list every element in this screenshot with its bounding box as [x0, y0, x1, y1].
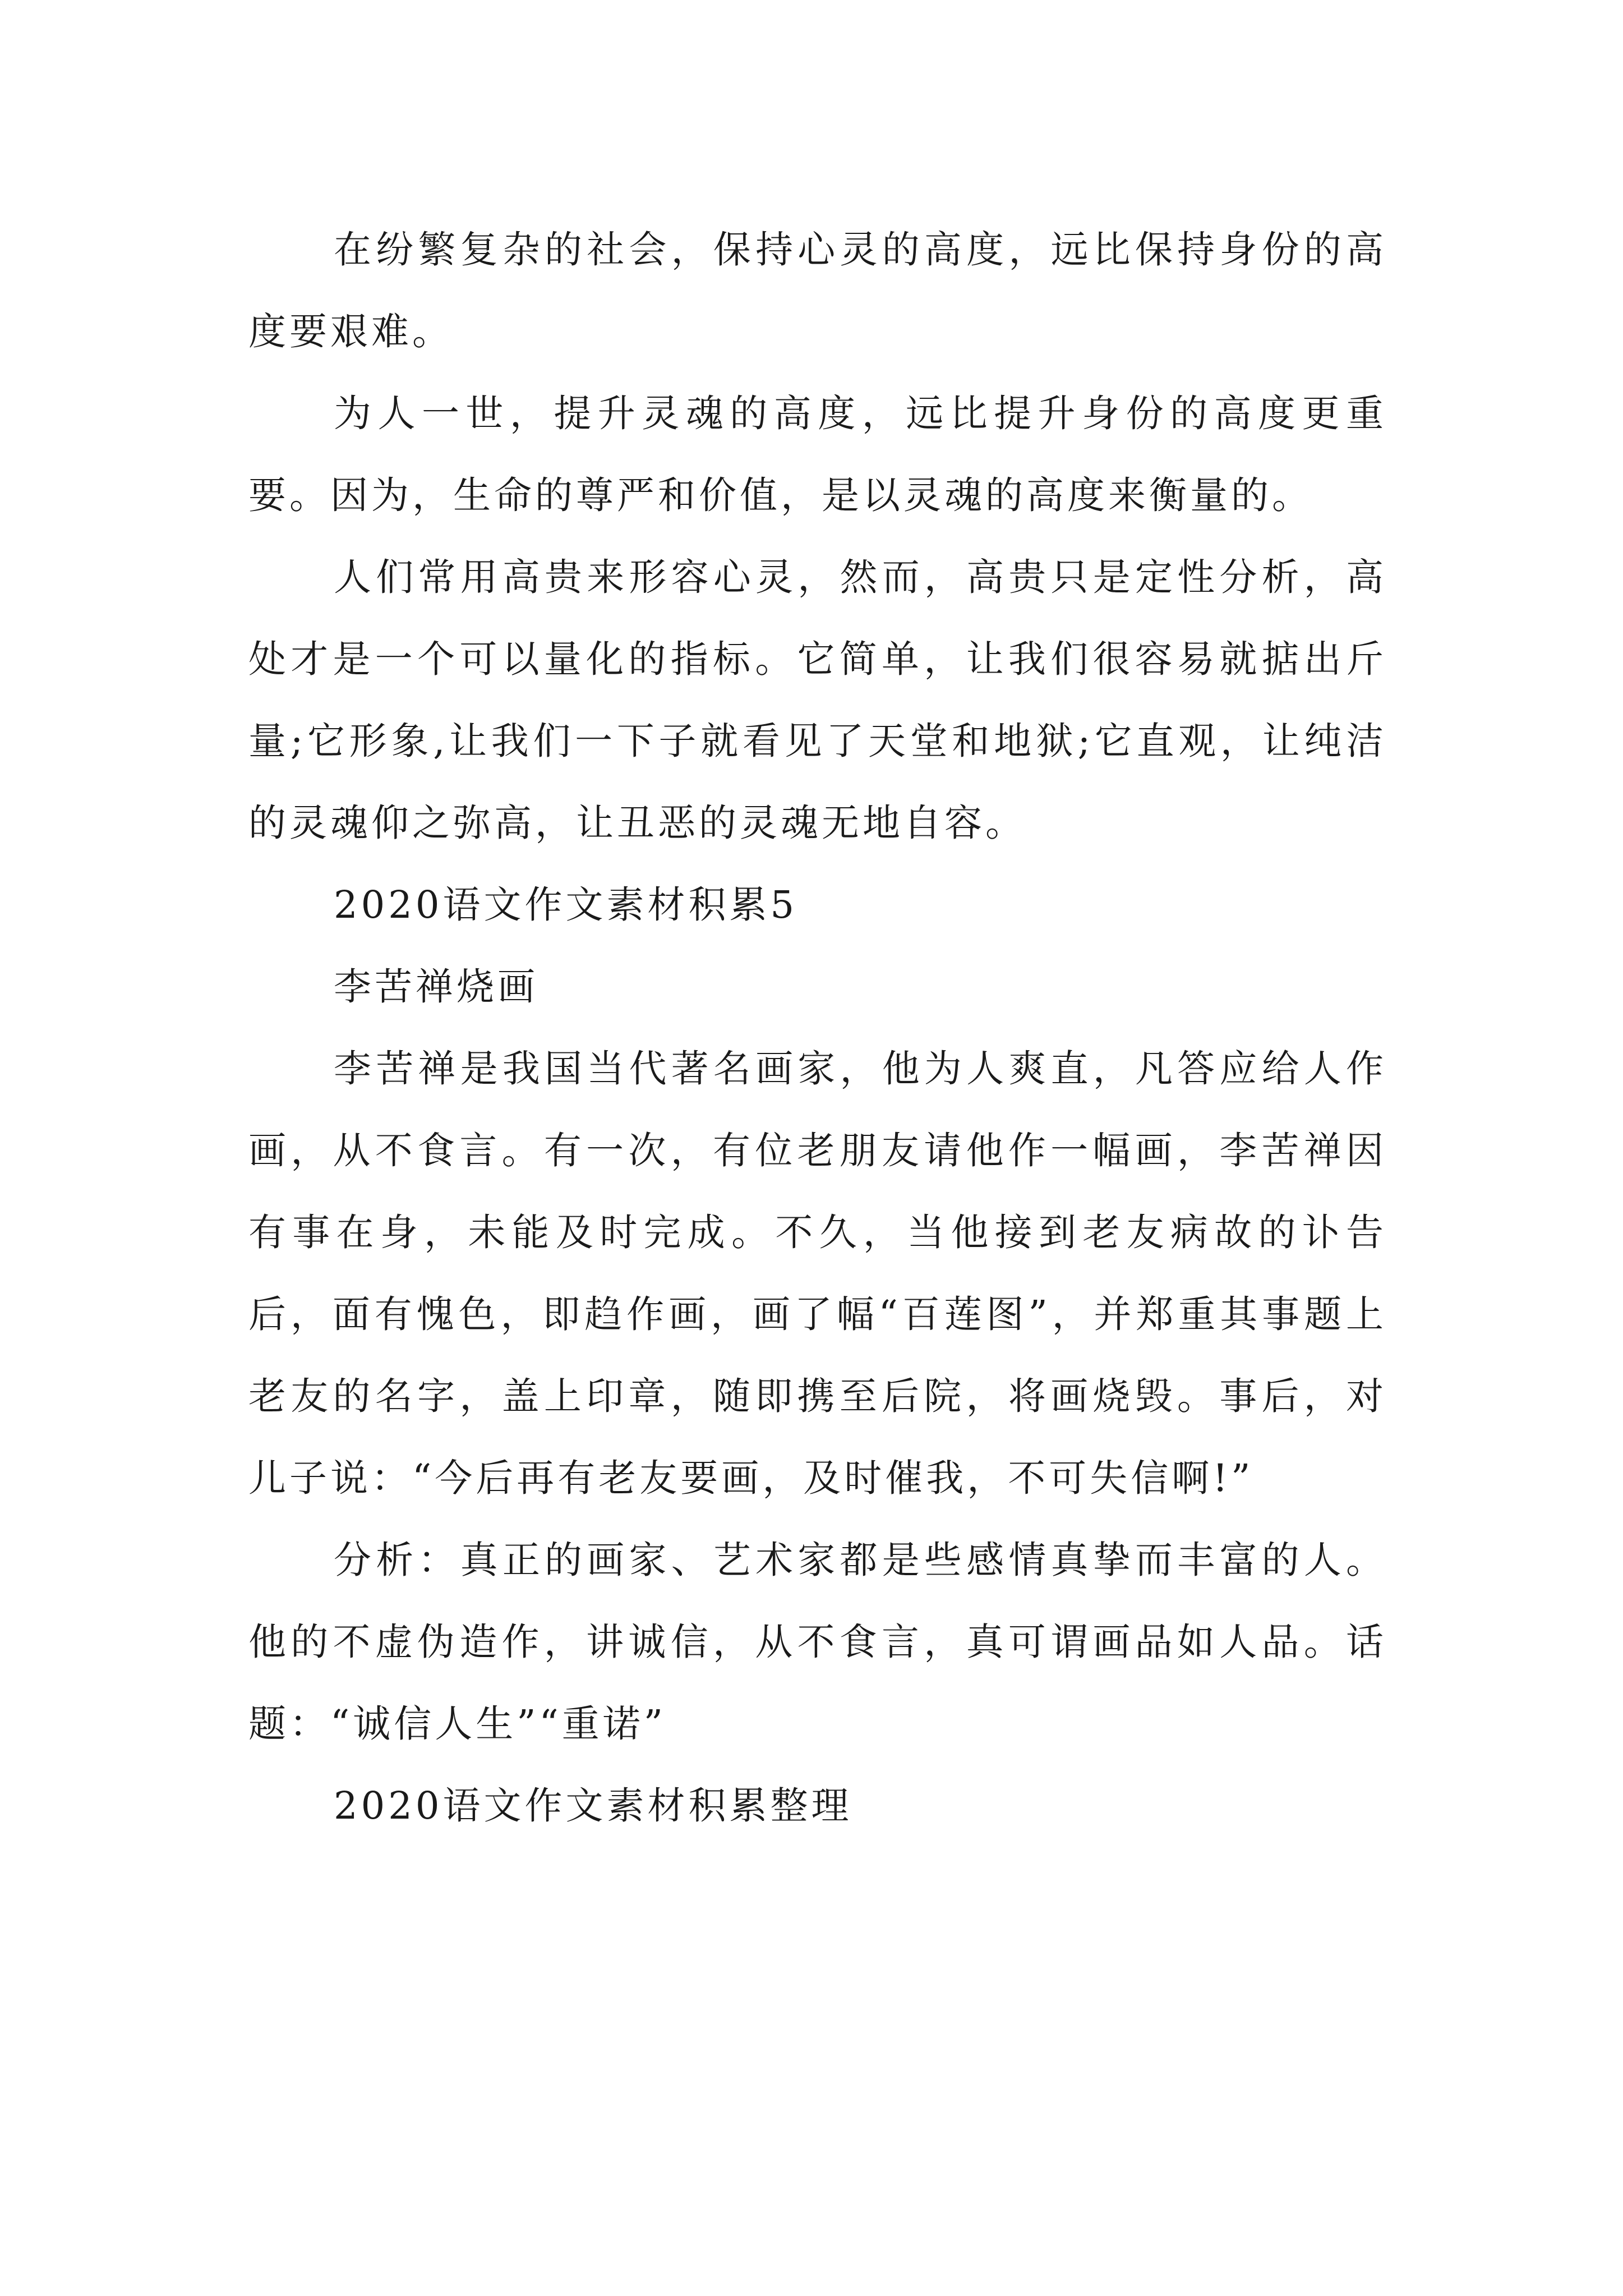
section-heading-5: 2020语文作文素材积累5 [334, 883, 798, 927]
story-title: 李苦禅烧画 [334, 965, 538, 1009]
paragraph-1: 在纷繁复杂的社会，保持心灵的高度，远比保持身份的高度要艰难。 [248, 228, 1387, 353]
analysis-paragraph: 分析：真正的画家、艺术家都是些感情真挚而丰富的人。他的不虚伪造作，讲诚信，从不食言，真可谓画品如人品。话题：“诚信人生”“重诺” [248, 1538, 1387, 1746]
section-heading-collection: 2020语文作文素材积累整理 [334, 1784, 852, 1828]
paragraph-2: 为人一世，提升灵魂的高度，远比提升身份的高度更重要。因为，生命的尊严和价值，是以灵魂的高度来衡量的。 [248, 392, 1387, 517]
document-body [248, 209, 1387, 1847]
paragraph-3: 人们常用高贵来形容心灵，然而，高贵只是定性分析，高处才是一个可以量化的指标。它简单，让我们很容易就掂出斤量;它形象,让我们一下子就看见了天堂和地狱;它直观，让纯洁的灵魂仰之弥高，让丑恶的灵魂无地自容。 [248, 555, 1387, 845]
story-paragraph: 李苦禅是我国当代著名画家，他为人爽直，凡答应给人作画，从不食言。有一次，有位老朋友请他作一幅画，李苦禅因有事在身，未能及时完成。不久，当他接到老友病故的讣告后，面有愧色，即趋作画，画了幅“百莲图”，并郑重其事题上老友的名字，盖上印章，随即携至后院，将画烧毁。事后，对儿子说：“今后再有老友要画，及时催我，不可失信啊!” [248, 1047, 1387, 1500]
